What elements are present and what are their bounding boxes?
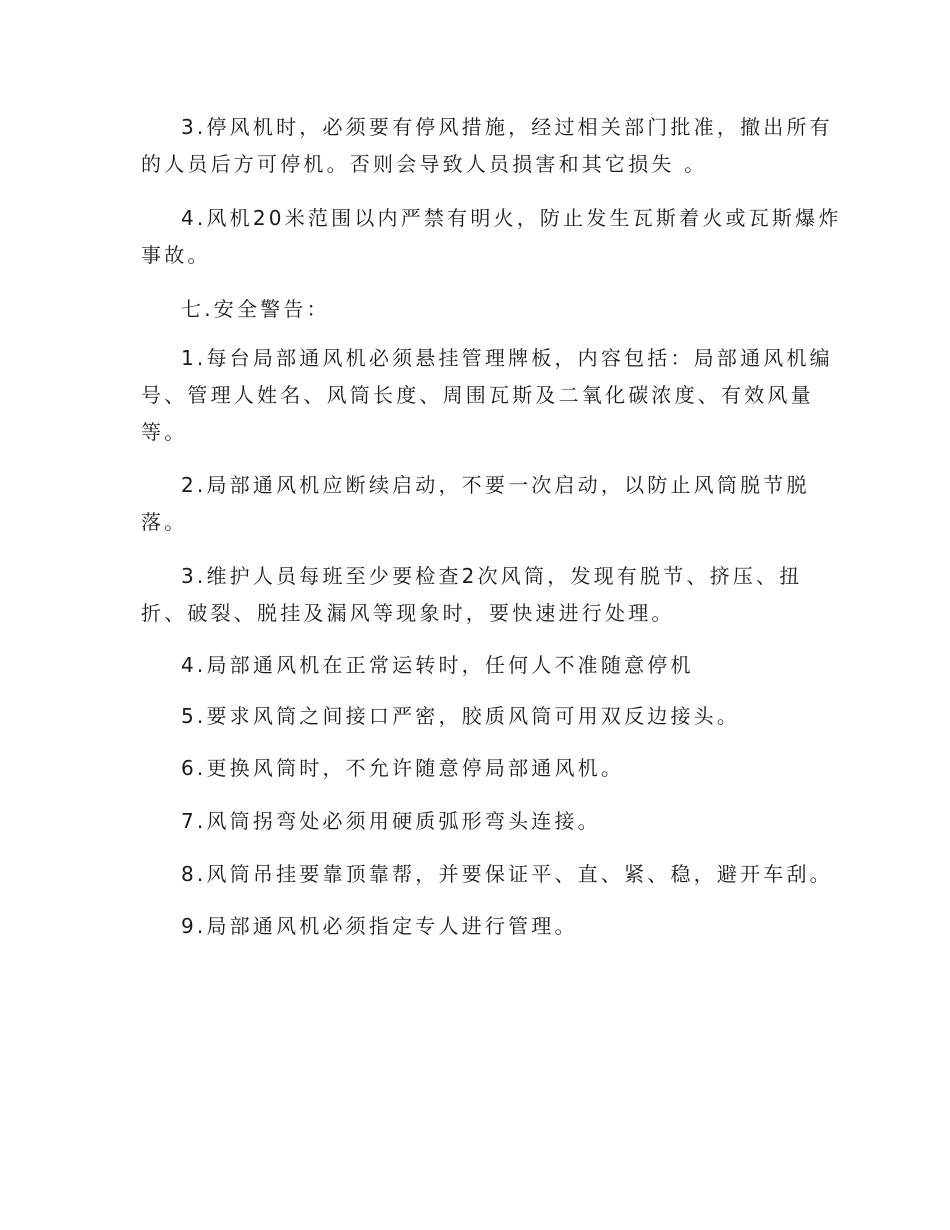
paragraph-line: 折、破裂、脱挂及漏风等现象时，要快速进行处理。 bbox=[141, 601, 675, 625]
paragraph-line: 9.局部通风机必须指定专人进行管理。 bbox=[181, 914, 578, 938]
paragraph-line: 3.维护人员每班至少要检查2次风筒，发现有脱节、挤压、扭 bbox=[181, 564, 803, 588]
heading-text: 七.安全警告： bbox=[181, 297, 330, 321]
paragraph-line: 的人员后方可停机。否则会导致人员损害和其它损失 。 bbox=[141, 152, 708, 176]
paragraph-maintenance-check bbox=[141, 558, 806, 632]
paragraph-intermittent-start bbox=[141, 467, 810, 541]
paragraph-line: 4.局部通风机在正常运转时，任何人不准随意停机 bbox=[181, 653, 694, 677]
paragraph-line: 6.更换风筒时，不允许随意停局部通风机。 bbox=[181, 756, 625, 780]
paragraph-no-open-fire bbox=[141, 200, 842, 274]
paragraph-dedicated-manager bbox=[141, 908, 806, 945]
paragraph-line: 号、管理人姓名、风筒长度、周围瓦斯及二氧化碳浓度、有效风量 bbox=[141, 383, 814, 407]
paragraph-line: 落。 bbox=[141, 510, 188, 534]
paragraph-elbow-connection bbox=[141, 803, 806, 840]
paragraph-line: 等。 bbox=[141, 420, 188, 444]
paragraph-line: 1.每台局部通风机必须悬挂管理牌板，内容包括：局部通风机编 bbox=[181, 346, 833, 370]
paragraph-tight-joints bbox=[141, 698, 806, 735]
paragraph-duct-hanging bbox=[141, 856, 833, 893]
paragraph-stop-fan-measures bbox=[141, 109, 833, 183]
paragraph-line: 3.停风机时，必须要有停风措施，经过相关部门批准，撤出所有 bbox=[181, 115, 833, 139]
paragraph-line: 事故。 bbox=[141, 243, 211, 267]
paragraph-line: 5.要求风筒之间接口严密，胶质风筒可用双反边接头。 bbox=[181, 704, 741, 728]
paragraph-line: 4.风机20米范围以内严禁有明火，防止发生瓦斯着火或瓦斯爆炸 bbox=[181, 206, 842, 230]
section-heading-safety-warning bbox=[141, 291, 806, 328]
paragraph-line: 8.风筒吊挂要靠顶靠帮，并要保证平、直、紧、稳，避开车刮。 bbox=[181, 862, 833, 886]
paragraph-management-board bbox=[141, 340, 833, 451]
paragraph-line: 2.局部通风机应断续启动，不要一次启动，以防止风筒脱节脱 bbox=[181, 473, 810, 497]
paragraph-replace-duct bbox=[141, 750, 806, 787]
paragraph-line: 7.风筒拐弯处必须用硬质弧形弯头连接。 bbox=[181, 809, 601, 833]
paragraph-no-random-stop bbox=[141, 647, 806, 684]
